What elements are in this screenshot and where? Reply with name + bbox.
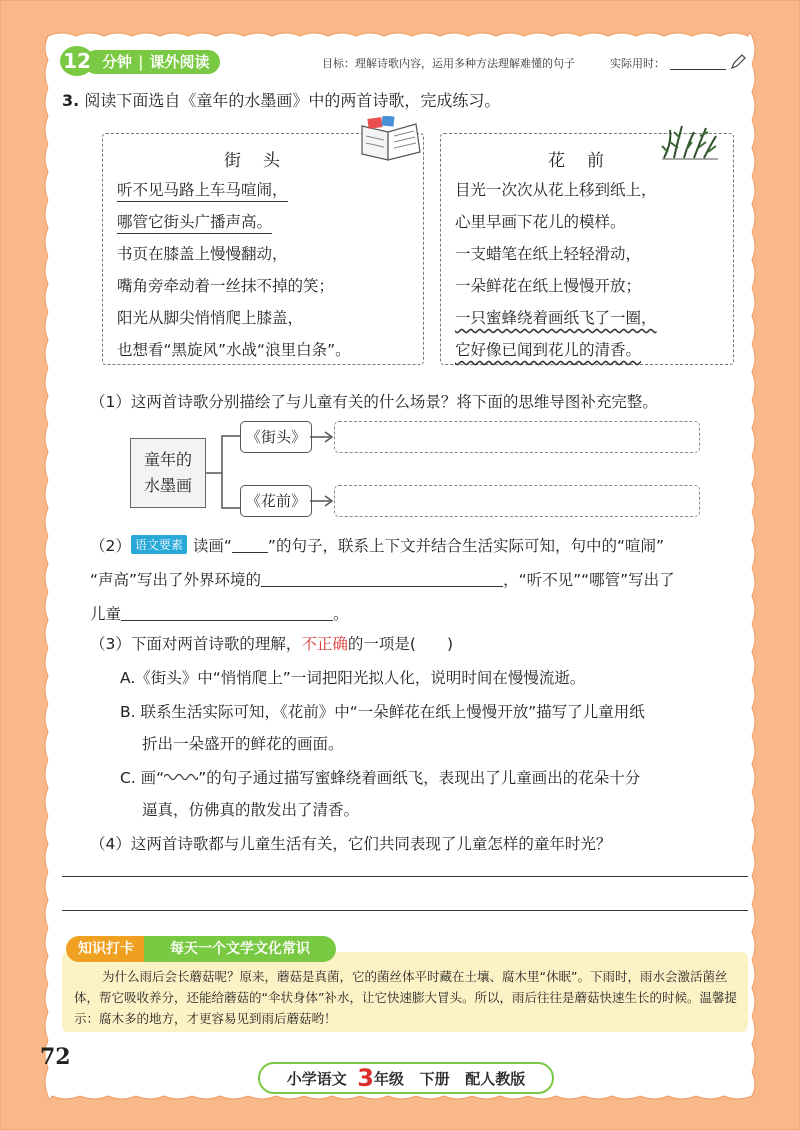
page-number: 72 [40, 1044, 71, 1070]
q4-answer-line[interactable] [62, 876, 748, 877]
minutes-label: 分钟 [102, 53, 133, 71]
q3-option-b[interactable]: B. 联系生活实际可知，《花前》中“一朵鲜花在纸上慢慢开放”描写了儿童用纸 [120, 703, 645, 721]
q3-emphasis: 不正确 [301, 635, 348, 653]
poem-line: 一只蜜蜂绕着画纸飞了一圈， [455, 309, 657, 327]
poem-line: 哪管它街头广播声高。 [117, 213, 272, 234]
footer-grade-number: 3 [357, 1064, 374, 1092]
poem-box-street [102, 133, 424, 365]
poem-line: 也想看“黑旋风”水战“浪里白条”。 [117, 341, 351, 359]
arrow-icon [310, 495, 336, 507]
q2-number: （2） [90, 537, 131, 555]
poem-line: 心里早画下花儿的模样。 [455, 213, 626, 231]
poem-line: 书页在膝盖上慢慢翻动， [117, 245, 288, 263]
poem-line: 嘴角旁牵动着一丝抹不掉的笑； [117, 277, 335, 295]
footer-subject: 小学语文 [286, 1070, 347, 1088]
q3-option-c-cont: 逼真，仿佛真的散发出了清香。 [142, 801, 360, 819]
skill-tag: 语文要素 [131, 535, 187, 554]
time-blank[interactable] [670, 69, 726, 70]
q2-line1 [90, 534, 664, 556]
question-number: 3. [62, 91, 80, 110]
knowledge-card [62, 952, 748, 1032]
q2-text: 儿童 [90, 605, 122, 623]
q1-text: （1）这两首诗歌分别描绘了与儿童有关的什么场景？将下面的思维导图补充完整。 [90, 393, 658, 411]
q2-blank-environment[interactable] [261, 586, 503, 587]
poem-line: 阳光从脚尖悄悄爬上膝盖， [117, 309, 304, 327]
q4-text: （4）这两首诗歌都与儿童生活有关，它们共同表现了儿童怎样的童年时光？ [90, 835, 612, 853]
arrow-icon [310, 431, 336, 443]
q4-answer-line[interactable] [62, 910, 748, 911]
q2-text: 。 [333, 605, 349, 623]
mindmap-root [130, 438, 206, 508]
knowledge-text: 为什么雨后会长蘑菇呢？原来，蘑菇是真菌，它的菌丝体平时藏在土壤、腐木里“休眠”。下雨时，雨水会激活菌丝体，帮它吸收养分，还能给蘑菇的“伞状身体”补水，让它快速膨大冒头。所以，雨后往往是蘑菇快速生长的时候。温馨提示：腐木多的地方，才更容易见到雨后蘑菇哟！ [74, 969, 737, 1026]
mindmap-root-line: 水墨画 [143, 476, 192, 495]
q3-option-b-cont: 折出一朵盛开的鲜花的画面。 [142, 735, 344, 753]
q2-text: ”的句子，联系上下文并结合生活实际可知，句中的“喧闹” [267, 537, 665, 555]
poem-line: 它好像已闻到花儿的清香。 [455, 341, 642, 359]
q3-text: 的一项是( ) [347, 635, 453, 653]
page-header [60, 44, 740, 80]
poem-title: 街头 [224, 151, 302, 171]
mindmap-root-line: 童年的 [143, 450, 192, 469]
q2-line2 [90, 568, 675, 590]
poem-line: 听不见马路上车马喧闹， [117, 181, 288, 202]
q2-text: “声高”写出了外界环境的 [90, 571, 262, 589]
footer-banner [258, 1062, 554, 1094]
poem-line: 一朵鲜花在纸上慢慢开放； [455, 277, 642, 295]
book-icon [358, 116, 424, 164]
goal-text: 目标：理解诗歌内容，运用多种方法理解难懂的句子 [322, 57, 575, 70]
q2-text: ，“听不见”“哪管”写出了 [503, 571, 675, 589]
q2-line-blank[interactable] [232, 552, 268, 553]
answer-box-flowers[interactable] [334, 485, 700, 517]
q3-text: C. 画“ [120, 769, 165, 787]
poem-line: 目光一次次从花上移到纸上， [455, 181, 657, 199]
minutes-badge: 12 [60, 46, 94, 76]
poem-title: 花前 [548, 151, 626, 171]
q3-option-c[interactable] [120, 766, 640, 788]
section-pill: 分钟 | 课外阅读 [84, 50, 220, 74]
plant-icon [660, 122, 720, 162]
q3-text: （3）下面对两首诗歌的理解， [90, 635, 302, 653]
q2-line3 [90, 602, 349, 624]
question-text: 阅读下面选自《童年的水墨画》中的两首诗歌，完成练习。 [84, 91, 501, 110]
answer-box-street[interactable] [334, 421, 700, 453]
q2-blank-child[interactable] [121, 620, 333, 621]
question-title [62, 88, 500, 111]
time-label: 实际用时： [610, 57, 665, 70]
knowledge-tab-label: 知识打卡 [66, 936, 146, 962]
mindmap-node-street: 《街头》 [240, 421, 312, 453]
footer-term: 下册 [419, 1070, 450, 1088]
q3-text: ”的句子通过描写蜜蜂绕着画纸飞，表现出了儿童画出的花朵十分 [198, 769, 641, 787]
footer-grade-suffix: 年级 [373, 1070, 404, 1088]
q3-stem [90, 632, 453, 654]
section-label: 课外阅读 [149, 53, 210, 71]
poem-box-flowers [440, 133, 734, 365]
footer-edition: 配人教版 [465, 1070, 526, 1088]
q3-option-a[interactable]: A.《街头》中“悄悄爬上”一词把阳光拟人化，说明时间在慢慢流逝。 [120, 669, 586, 687]
wavy-line-icon [164, 771, 198, 781]
poem-line: 一支蜡笔在纸上轻轻滑动， [455, 245, 642, 263]
mindmap-node-flowers: 《花前》 [240, 485, 312, 517]
pencil-icon [730, 54, 746, 70]
knowledge-tab-subtitle: 每天一个文学文化常识 [144, 936, 336, 962]
q2-text: 读画“ [192, 537, 232, 555]
